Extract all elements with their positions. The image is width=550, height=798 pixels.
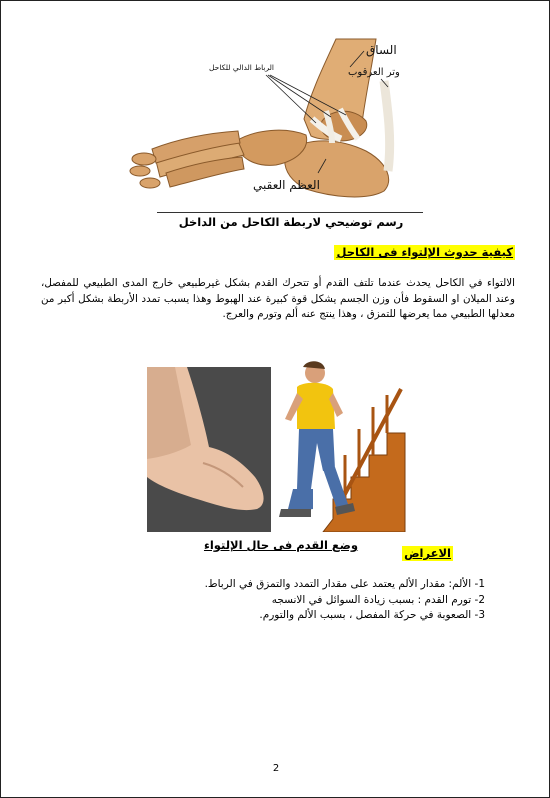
label-deltoid-ligament: الرباط الدالي للكاحل: [209, 63, 275, 72]
stairs-figure-drawing: [273, 359, 408, 532]
images-caption: وضع القدم فى حال الإلتواء: [203, 538, 359, 552]
caption-divider: [157, 212, 423, 213]
label-achilles-tendon: وتر العرقوب: [348, 67, 400, 78]
label-leg: الساق: [366, 43, 397, 57]
anatomy-caption: رسم توضيحي لاربطة الكاحل من الداخل: [178, 215, 404, 229]
section-heading-symptoms: الاعراض: [404, 546, 451, 560]
sprained-foot-photo: [147, 367, 271, 532]
list-item: 2- تورم القدم : بسبب زيادة السوائل في الانسجه: [271, 593, 485, 606]
list-item: 3- الصعوبة في حركة المفصل ، بسبب الألم والتورم.: [259, 609, 485, 621]
foot-photo-drawing: [147, 367, 271, 532]
person-twisting-ankle-on-stairs-illustration: [273, 359, 408, 532]
section-heading-how-sprain-occurs: كيفية حدوث الإلتواء فى الكاحل: [336, 245, 513, 259]
label-calcaneus: العظم العقبي: [253, 178, 320, 192]
page-number: 2: [272, 763, 280, 774]
section-paragraph: الالتواء في الكاحل يحدث عندما تلتف القدم أو تتحرك القدم بشكل غيرطبيعي خارج المدى الطبيعي للمفصل، وعند الميلان او السقوط فأن وزن الجسم يشكل قوة كبيرة عند الهبوط وهذا يسبب تمدد الأربطة بشكل أكبر من معدلها الطبيعي مما يعرضها للتمزق ، وهذا ينتج عنه ألم وتورم والعرج.: [41, 277, 515, 320]
list-item: 1- الألم: مقدار الألم يعتمد على مقدار التمدد والتمزق في الرباط.: [204, 578, 485, 590]
symptoms-list: [65, 577, 485, 624]
